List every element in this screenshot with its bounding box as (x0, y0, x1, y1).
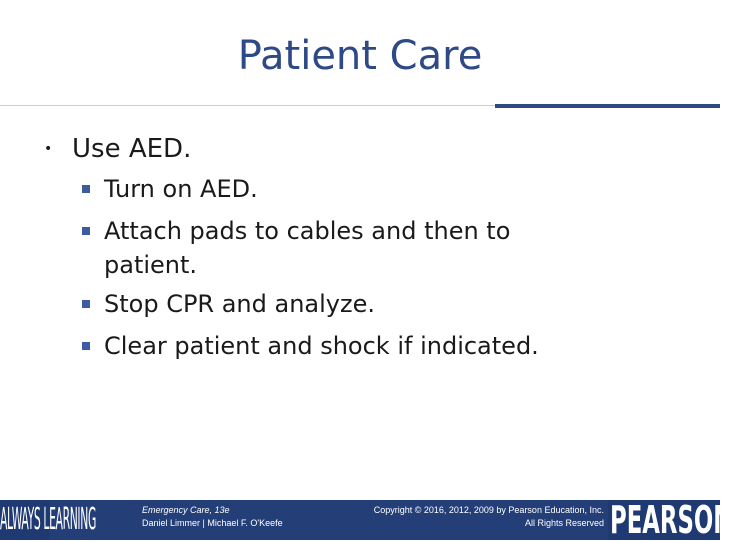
footer-book-info (142, 504, 283, 530)
sub-bullet-item (104, 329, 604, 363)
sub-bullet-text: Attach pads to cables and then to patient. (104, 217, 511, 279)
sub-bullet-item (104, 172, 604, 206)
copyright-text: Copyright © 2016, 2012, 2009 by Pearson Education, Inc. (373, 505, 604, 515)
title-rule-accent (495, 104, 720, 108)
sub-bullet-item (104, 214, 604, 282)
bullet-dot-icon: • (44, 141, 53, 157)
book-authors: Daniel Limmer | Michael F. O'Keefe (142, 518, 283, 528)
pearson-logo (608, 498, 732, 542)
sub-bullet-text: Clear patient and shock if indicated. (104, 332, 539, 360)
footer-bar (0, 498, 732, 542)
square-bullet-icon (82, 185, 90, 193)
square-bullet-icon (82, 227, 90, 235)
square-bullet-icon (82, 342, 90, 350)
slide-title: Patient Care (237, 33, 483, 79)
always-learning-logo (0, 500, 138, 540)
always-learning-text: ALWAYS LEARNING (0, 500, 50, 540)
footer-copyright (374, 504, 604, 530)
book-title: Emergency Care, 13e (142, 505, 230, 515)
square-bullet-icon (82, 300, 90, 308)
bullet-level1: Use AED. (72, 134, 192, 164)
rights-text: All Rights Reserved (524, 518, 604, 528)
pearson-logo-text: PEARSON (610, 498, 732, 542)
sub-bullet-text: Stop CPR and analyze. (104, 290, 375, 318)
sub-bullet-item (104, 287, 604, 321)
sub-bullet-text: Turn on AED. (104, 175, 258, 203)
